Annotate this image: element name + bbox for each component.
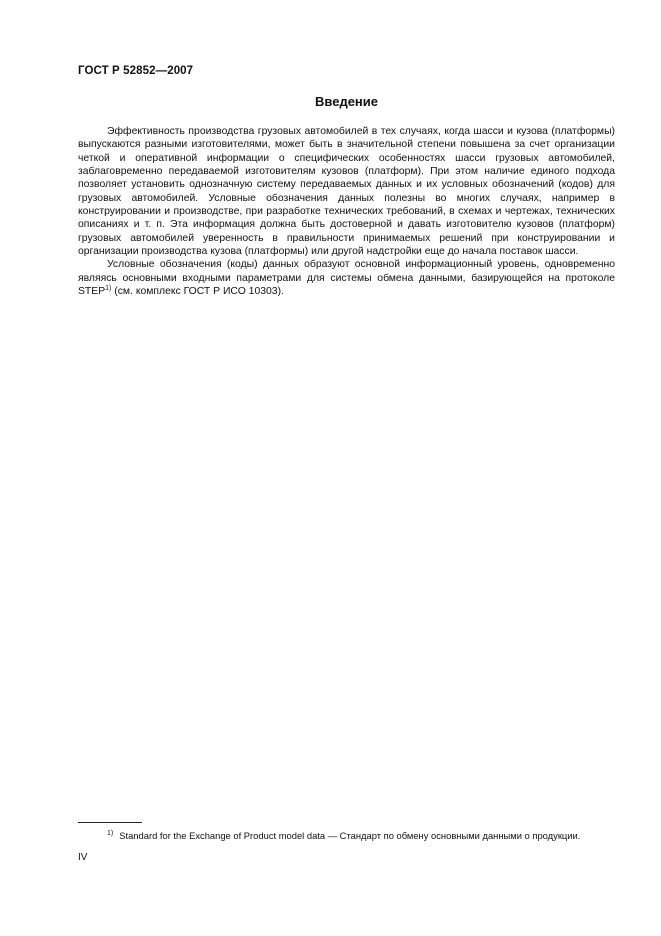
- page-number: IV: [78, 852, 88, 863]
- footnote-reference-mark[interactable]: 1): [105, 285, 112, 293]
- footnote: [107, 828, 580, 842]
- paragraph-2-text-start: Условные обозначения (коды) данных образуют основной информационный уровень, одновременно являясь основными входными параметрами для системы обмена данными, базирующейся на протоколе STEP: [78, 259, 615, 298]
- footnote-text: Standard for the Exchange of Product model data — Стандарт по обмену основными данными о продукции.: [119, 830, 581, 841]
- introduction-body: [78, 125, 615, 298]
- introduction-paragraph-2: [78, 258, 615, 298]
- footnote-mark: 1): [107, 830, 114, 837]
- footnote-separator: [78, 822, 142, 823]
- introduction-paragraph-1: Эффективность производства грузовых автомобилей в тех случаях, когда шасси и кузова (платформы) выпускаются разными изготовителями, может быть в значительной степени повышена за счет организации четкой и оперативной информации о специфических особенностях шасси грузовых автомобилей, заблаговременно передаваемой изготовителям кузовов (платформ). При этом наличие единого подхода позволяет установить однозначную систему передаваемых данных и их условных обозначений (кодов) для грузовых автомобилей. Условные обозначения данных полезны во многих случаях, например в конструировании и производстве, при разработке технических требований, в схемах и чертежах, технических описаниях и т. п. Эта информация должна быть достоверной и давать изготовителю кузовов (платформ) грузовых автомобилей уверенность в правильности принимаемых решений при конструировании и организации производства кузова (платформы) или другой надстройки еще до начала поставок шасси.: [78, 126, 615, 258]
- paragraph-2-text-end: (см. комплекс ГОСТ Р ИСО 10303).: [111, 286, 284, 298]
- section-title: Введение: [315, 94, 378, 109]
- document-code-header: ГОСТ Р 52852—2007: [78, 65, 194, 77]
